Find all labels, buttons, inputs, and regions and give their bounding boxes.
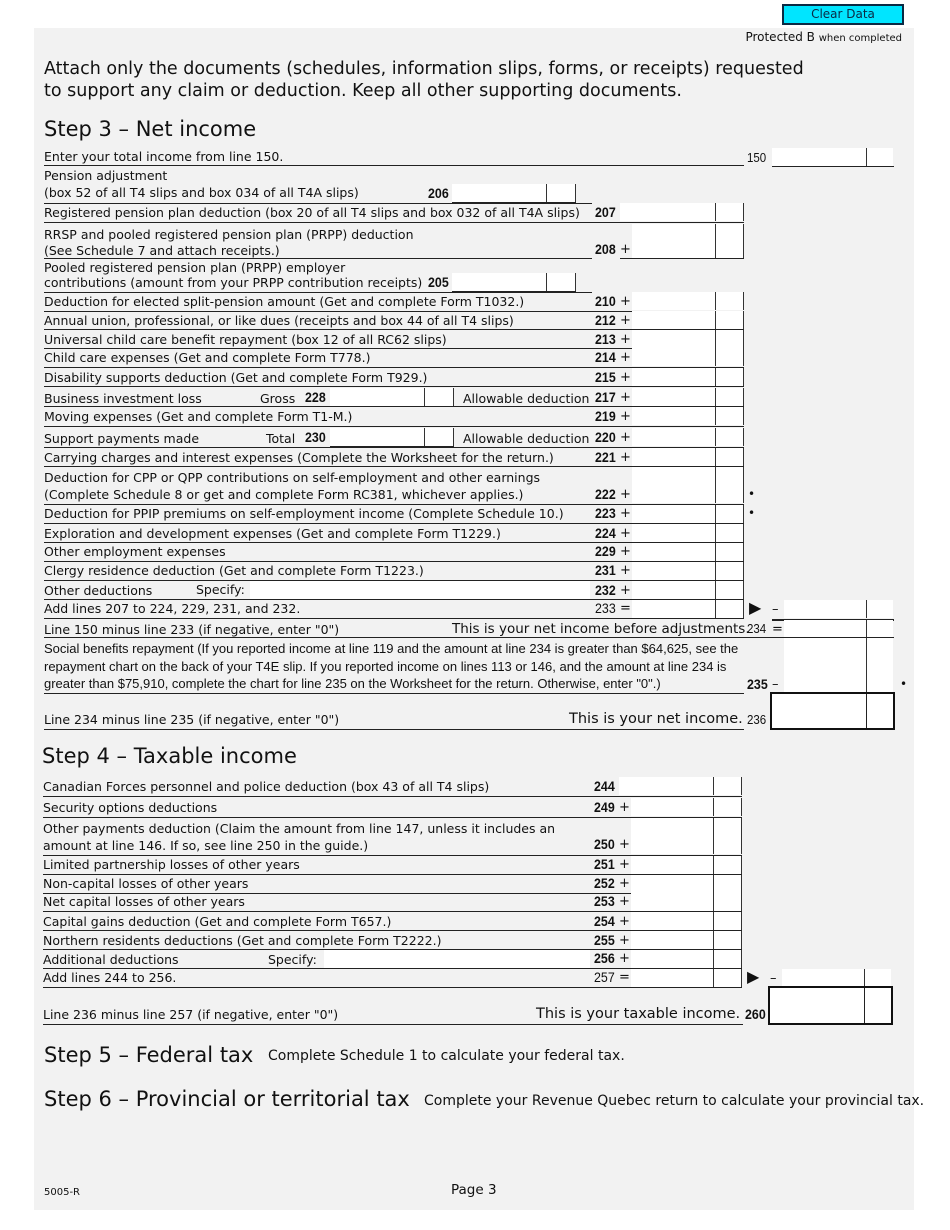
allowable-deduction-label: Allowable deduction	[463, 391, 590, 406]
code-257: 257	[594, 970, 615, 985]
line233-carry-cents[interactable]	[867, 600, 893, 618]
line221-desc: Carrying charges and interest expenses (Complete the Worksheet for the return.)	[44, 450, 554, 465]
code-214: 214	[595, 350, 616, 365]
line257-desc: Add lines 244 to 256.	[43, 970, 177, 985]
plus-sign: +	[619, 800, 630, 815]
line253-input[interactable]	[631, 893, 714, 911]
line250-desc-2: amount at line 146. If so, see line 250 in the guide.)	[43, 838, 369, 853]
line150-desc: Enter your total income from line 150.	[44, 149, 284, 164]
line219-cents[interactable]	[716, 407, 744, 425]
line215-cents[interactable]	[716, 368, 744, 386]
code-206: 206	[428, 186, 449, 201]
line233-input[interactable]	[632, 600, 716, 618]
code-235: 235	[747, 677, 768, 692]
code-232: 232	[595, 583, 616, 598]
line254-input[interactable]	[631, 912, 714, 930]
code-217: 217	[595, 390, 616, 405]
rule	[44, 258, 592, 259]
line205-input[interactable]	[452, 273, 547, 291]
line208-desc-1: RRSP and pooled registered pension plan (PRPP) deduction	[44, 227, 414, 242]
plus-sign: +	[620, 350, 631, 365]
plus-sign: +	[620, 544, 631, 559]
step5-title: Step 5 – Federal tax	[44, 1043, 254, 1067]
line251-cents[interactable]	[714, 856, 742, 874]
line222-desc-1: Deduction for CPP or QPP contributions on self-employment and other earnings	[44, 470, 541, 485]
line253-desc: Net capital losses of other years	[43, 894, 245, 909]
line217-cents[interactable]	[716, 388, 744, 406]
line244-desc: Canadian Forces personnel and police deduction (box 43 of all T4 slips)	[43, 779, 490, 794]
code-207: 207	[595, 205, 616, 220]
line251-desc: Limited partnership losses of other years	[43, 857, 300, 872]
rule	[44, 618, 744, 619]
rule	[44, 203, 592, 204]
rule	[43, 1024, 743, 1025]
line222-desc-2: (Complete Schedule 8 or get and complete Form RC381, whichever applies.)	[44, 487, 524, 502]
additional-deductions-specify-input[interactable]	[324, 950, 590, 968]
plus-sign: +	[619, 894, 630, 909]
line214-desc: Child care expenses (Get and complete Form T778.)	[44, 350, 371, 365]
code-236: 236	[747, 713, 767, 727]
line213-cents[interactable]	[716, 330, 744, 348]
pension-adjustment-desc	[44, 167, 359, 201]
line206-input[interactable]	[452, 184, 547, 202]
code-253: 253	[594, 894, 615, 909]
line206-cents[interactable]	[547, 184, 576, 202]
line257-cents[interactable]	[714, 969, 742, 987]
plus-sign: +	[619, 857, 630, 872]
line208-cents[interactable]	[716, 224, 744, 258]
plus-sign: +	[620, 487, 631, 502]
rule	[43, 987, 742, 988]
line229-cents[interactable]	[716, 543, 744, 561]
line235-desc-1: Social benefits repayment (If you reported income at line 119 and the amount at line 234 is greater than $64,625, see the	[44, 641, 739, 656]
code-208: 208	[595, 242, 616, 257]
code-224: 224	[595, 526, 616, 541]
line215-input[interactable]	[632, 368, 716, 386]
rule	[864, 988, 865, 1023]
code-210: 210	[595, 294, 616, 309]
rule	[44, 637, 894, 638]
line224-input[interactable]	[632, 524, 716, 542]
line210-cents[interactable]	[716, 292, 744, 310]
line222-desc	[44, 469, 540, 503]
line231-input[interactable]	[632, 562, 716, 580]
plus-sign: +	[619, 876, 630, 891]
line235-desc-3: greater than $75,910, complete the chart for line 235 on the Worksheet for the return. Otherwise, enter "0".)	[44, 676, 661, 691]
total-label: Total	[266, 431, 296, 446]
intro-text: Attach only the documents (schedules, information slips, forms, or receipts) requested to support any claim or deduction. Keep all other supporting documents.	[44, 59, 804, 101]
line220-input[interactable]	[632, 428, 716, 446]
code-212: 212	[595, 313, 616, 328]
line230-input[interactable]	[330, 428, 425, 446]
line229-desc: Other employment expenses	[44, 544, 226, 559]
rule	[620, 258, 744, 259]
line219-desc: Moving expenses (Get and complete Form T1-M.)	[44, 409, 353, 424]
line234-input[interactable]	[784, 620, 867, 638]
line255-input[interactable]	[631, 931, 714, 949]
step3-title: Step 3 – Net income	[44, 117, 257, 141]
prpp-desc	[44, 260, 422, 290]
line213-desc: Universal child care benefit repayment (box 12 of all RC62 slips)	[44, 332, 447, 347]
line249-input[interactable]	[631, 798, 714, 816]
pension-adj-line2: (box 52 of all T4 slips and box 034 of all T4A slips)	[44, 185, 359, 200]
line212-cents[interactable]	[716, 311, 744, 329]
code-260: 260	[745, 1007, 766, 1022]
plus-sign: +	[620, 370, 631, 385]
line233-carry-input[interactable]	[784, 600, 867, 618]
line231-cents[interactable]	[716, 562, 744, 580]
line212-desc: Annual union, professional, or like dues (receipts and box 44 of all T4 slips)	[44, 313, 514, 328]
step6-title: Step 6 – Provincial or territorial tax	[44, 1087, 410, 1111]
plus-sign: +	[620, 563, 631, 578]
line221-cents[interactable]	[716, 448, 744, 466]
line210-desc: Deduction for elected split-pension amount (Get and complete Form T1032.)	[44, 294, 525, 309]
code-219: 219	[595, 409, 616, 424]
minus-sign: –	[772, 677, 779, 692]
line234-desc: Line 150 minus line 233 (if negative, enter "0")	[44, 622, 340, 637]
minus-sign: –	[770, 971, 777, 986]
code-249: 249	[594, 800, 615, 815]
prpp-line2: contributions (amount from your PRPP contribution receipts)	[44, 275, 423, 290]
line228-input[interactable]	[330, 388, 425, 406]
line150-input[interactable]	[772, 148, 867, 166]
allowable-deduction-label-2: Allowable deduction	[463, 431, 590, 446]
line235-cents[interactable]	[867, 638, 893, 692]
line228-cents[interactable]	[425, 388, 454, 406]
code-250: 250	[594, 837, 615, 852]
page-number: Page 3	[451, 1182, 497, 1198]
code-222: 222	[595, 487, 616, 502]
pension-adj-line1: Pension adjustment	[44, 168, 168, 183]
line232-cents[interactable]	[716, 581, 744, 599]
code-231: 231	[595, 563, 616, 578]
code-150: 150	[747, 151, 767, 165]
line214-input[interactable]	[632, 348, 716, 366]
protected-suffix: when completed	[818, 33, 902, 44]
line249-cents[interactable]	[714, 798, 742, 816]
form-id: 5005-R	[44, 1187, 81, 1198]
line231-desc: Clergy residence deduction (Get and complete Form T1223.)	[44, 563, 424, 578]
bullet-marker: •	[748, 487, 756, 501]
specify-label-2: Specify:	[268, 952, 317, 967]
prpp-line1: Pooled registered pension plan (PRPP) employer	[44, 260, 346, 275]
line244-cents[interactable]	[714, 777, 742, 795]
line222-input[interactable]	[632, 467, 716, 503]
line213-input[interactable]	[632, 330, 716, 348]
plus-sign: +	[620, 294, 631, 309]
line219-input[interactable]	[632, 407, 716, 425]
line250-desc-1: Other payments deduction (Claim the amount from line 147, unless it includes an	[43, 821, 556, 836]
rule	[44, 729, 744, 730]
plus-sign: +	[619, 837, 630, 852]
line252-desc: Non-capital losses of other years	[43, 876, 249, 891]
code-234: 234	[747, 622, 767, 636]
line250-desc	[43, 820, 555, 854]
other-deductions-specify-input[interactable]	[250, 581, 590, 599]
line257-carry-input[interactable]	[782, 969, 865, 987]
equals-sign: =	[619, 970, 630, 985]
line221-input[interactable]	[632, 448, 716, 466]
line260-note: This is your taxable income.	[536, 1006, 741, 1022]
plus-sign: +	[620, 526, 631, 541]
code-223: 223	[595, 506, 616, 521]
line233-cents[interactable]	[716, 600, 744, 618]
rule	[44, 165, 744, 166]
line235-input[interactable]	[784, 638, 867, 692]
clear-data-button[interactable]: Clear Data	[782, 4, 904, 25]
minus-sign: –	[772, 602, 779, 617]
line235-desc-2: repayment chart on the back of your T4E slip. If you reported income on lines 113 or 146, and the amount at line 234 is	[44, 658, 727, 674]
line250-input[interactable]	[631, 818, 714, 854]
line256-cents[interactable]	[714, 950, 742, 968]
line249-desc: Security options deductions	[43, 800, 218, 815]
rule	[866, 694, 867, 728]
taxable-income-box[interactable]	[768, 986, 893, 1025]
line207-input[interactable]	[620, 203, 716, 221]
line236-note: This is your net income.	[569, 711, 743, 727]
line212-input[interactable]	[632, 311, 716, 329]
line150-cents[interactable]	[867, 148, 893, 166]
arrow-right-icon: ▶	[747, 967, 760, 986]
line217-desc: Business investment loss	[44, 391, 202, 406]
plus-sign: +	[620, 332, 631, 347]
code-220: 220	[595, 430, 616, 445]
line234-cents[interactable]	[867, 620, 893, 638]
specify-label: Specify:	[196, 582, 245, 597]
code-205: 205	[428, 275, 449, 290]
line230-cents[interactable]	[425, 428, 454, 446]
net-income-box[interactable]	[770, 692, 895, 730]
line254-desc: Capital gains deduction (Get and complete Form T657.)	[43, 914, 392, 929]
step4-title: Step 4 – Taxable income	[42, 744, 297, 768]
line252-cents[interactable]	[714, 875, 742, 893]
line207-cents[interactable]	[716, 203, 744, 221]
line235-desc	[44, 640, 738, 693]
code-229: 229	[595, 544, 616, 559]
line232-input[interactable]	[632, 581, 716, 599]
line251-input[interactable]	[631, 856, 714, 874]
protected-text: Protected B	[745, 30, 815, 44]
line223-cents[interactable]	[716, 505, 744, 523]
code-233: 233	[595, 601, 616, 616]
code-215: 215	[595, 370, 616, 385]
line224-desc: Exploration and development expenses (Get and complete Form T1229.)	[44, 526, 501, 541]
plus-sign: +	[620, 430, 631, 445]
rule	[44, 222, 744, 223]
line257-carry-cents[interactable]	[865, 969, 891, 987]
line256-input[interactable]	[631, 950, 714, 968]
rule	[44, 426, 744, 427]
line250-cents[interactable]	[714, 818, 742, 854]
code-213: 213	[595, 332, 616, 347]
line208-input[interactable]	[632, 224, 716, 258]
line260-desc: Line 236 minus line 257 (if negative, enter "0")	[43, 1007, 339, 1022]
plus-sign: +	[619, 914, 630, 929]
equals-sign: =	[772, 622, 783, 637]
line229-input[interactable]	[632, 543, 716, 561]
line214-cents[interactable]	[716, 348, 744, 366]
line220-desc: Support payments made	[44, 431, 200, 446]
code-244: 244	[594, 779, 615, 794]
line223-input[interactable]	[632, 505, 716, 523]
plus-sign: +	[620, 450, 631, 465]
rule	[43, 796, 742, 797]
code-251: 251	[594, 857, 615, 872]
rule	[44, 386, 744, 387]
line223-desc: Deduction for PPIP premiums on self-employment income (Complete Schedule 10.)	[44, 506, 564, 521]
line207-desc: Registered pension plan deduction (box 20 of all T4 slips and box 032 of all T4A slips)	[44, 205, 580, 220]
line208-desc	[44, 227, 414, 259]
plus-sign: +	[619, 933, 630, 948]
plus-sign: +	[619, 951, 630, 966]
step5-desc: Complete Schedule 1 to calculate your federal tax.	[268, 1048, 625, 1064]
gross-label: Gross	[260, 391, 296, 406]
arrow-right-icon: ▶	[749, 598, 762, 617]
bullet-marker: •	[900, 677, 908, 691]
code-221: 221	[595, 450, 616, 465]
line215-desc: Disability supports deduction (Get and complete Form T929.)	[44, 370, 428, 385]
line257-input[interactable]	[631, 969, 714, 987]
code-256: 256	[594, 951, 615, 966]
line255-cents[interactable]	[714, 931, 742, 949]
line255-desc: Northern residents deductions (Get and complete Form T2222.)	[43, 933, 442, 948]
line205-cents[interactable]	[547, 273, 576, 291]
code-230: 230	[305, 430, 326, 445]
line244-input[interactable]	[619, 777, 714, 795]
rule	[772, 166, 894, 167]
line254-cents[interactable]	[714, 912, 742, 930]
line252-input[interactable]	[631, 875, 714, 893]
rule	[44, 292, 592, 293]
line234-note: This is your net income before adjustments.	[452, 621, 750, 637]
code-252: 252	[594, 876, 615, 891]
line208-desc-2: (See Schedule 7 and attach receipts.)	[44, 243, 280, 258]
code-255: 255	[594, 933, 615, 948]
plus-sign: +	[620, 409, 631, 424]
plus-sign: +	[620, 583, 631, 598]
line224-cents[interactable]	[716, 524, 744, 542]
line256-desc: Additional deductions	[43, 952, 179, 967]
plus-sign: +	[620, 506, 631, 521]
line220-cents[interactable]	[716, 428, 744, 446]
line233-desc: Add lines 207 to 224, 229, 231, and 232.	[44, 601, 301, 616]
line232-desc: Other deductions	[44, 583, 153, 598]
line217-input[interactable]	[632, 388, 716, 406]
line253-cents[interactable]	[714, 893, 742, 911]
plus-sign: +	[620, 313, 631, 328]
bullet-marker: •	[748, 506, 756, 520]
step6-desc: Complete your Revenue Quebec return to calculate your provincial tax.	[424, 1093, 925, 1109]
protected-label	[745, 30, 902, 44]
line236-desc: Line 234 minus line 235 (if negative, enter "0")	[44, 712, 340, 727]
plus-sign: +	[620, 242, 631, 257]
code-228: 228	[305, 390, 326, 405]
line222-cents[interactable]	[716, 467, 744, 503]
plus-sign: +	[620, 390, 631, 405]
code-254: 254	[594, 914, 615, 929]
rule	[44, 693, 744, 694]
equals-sign: =	[620, 601, 631, 616]
line210-input[interactable]	[632, 292, 716, 310]
